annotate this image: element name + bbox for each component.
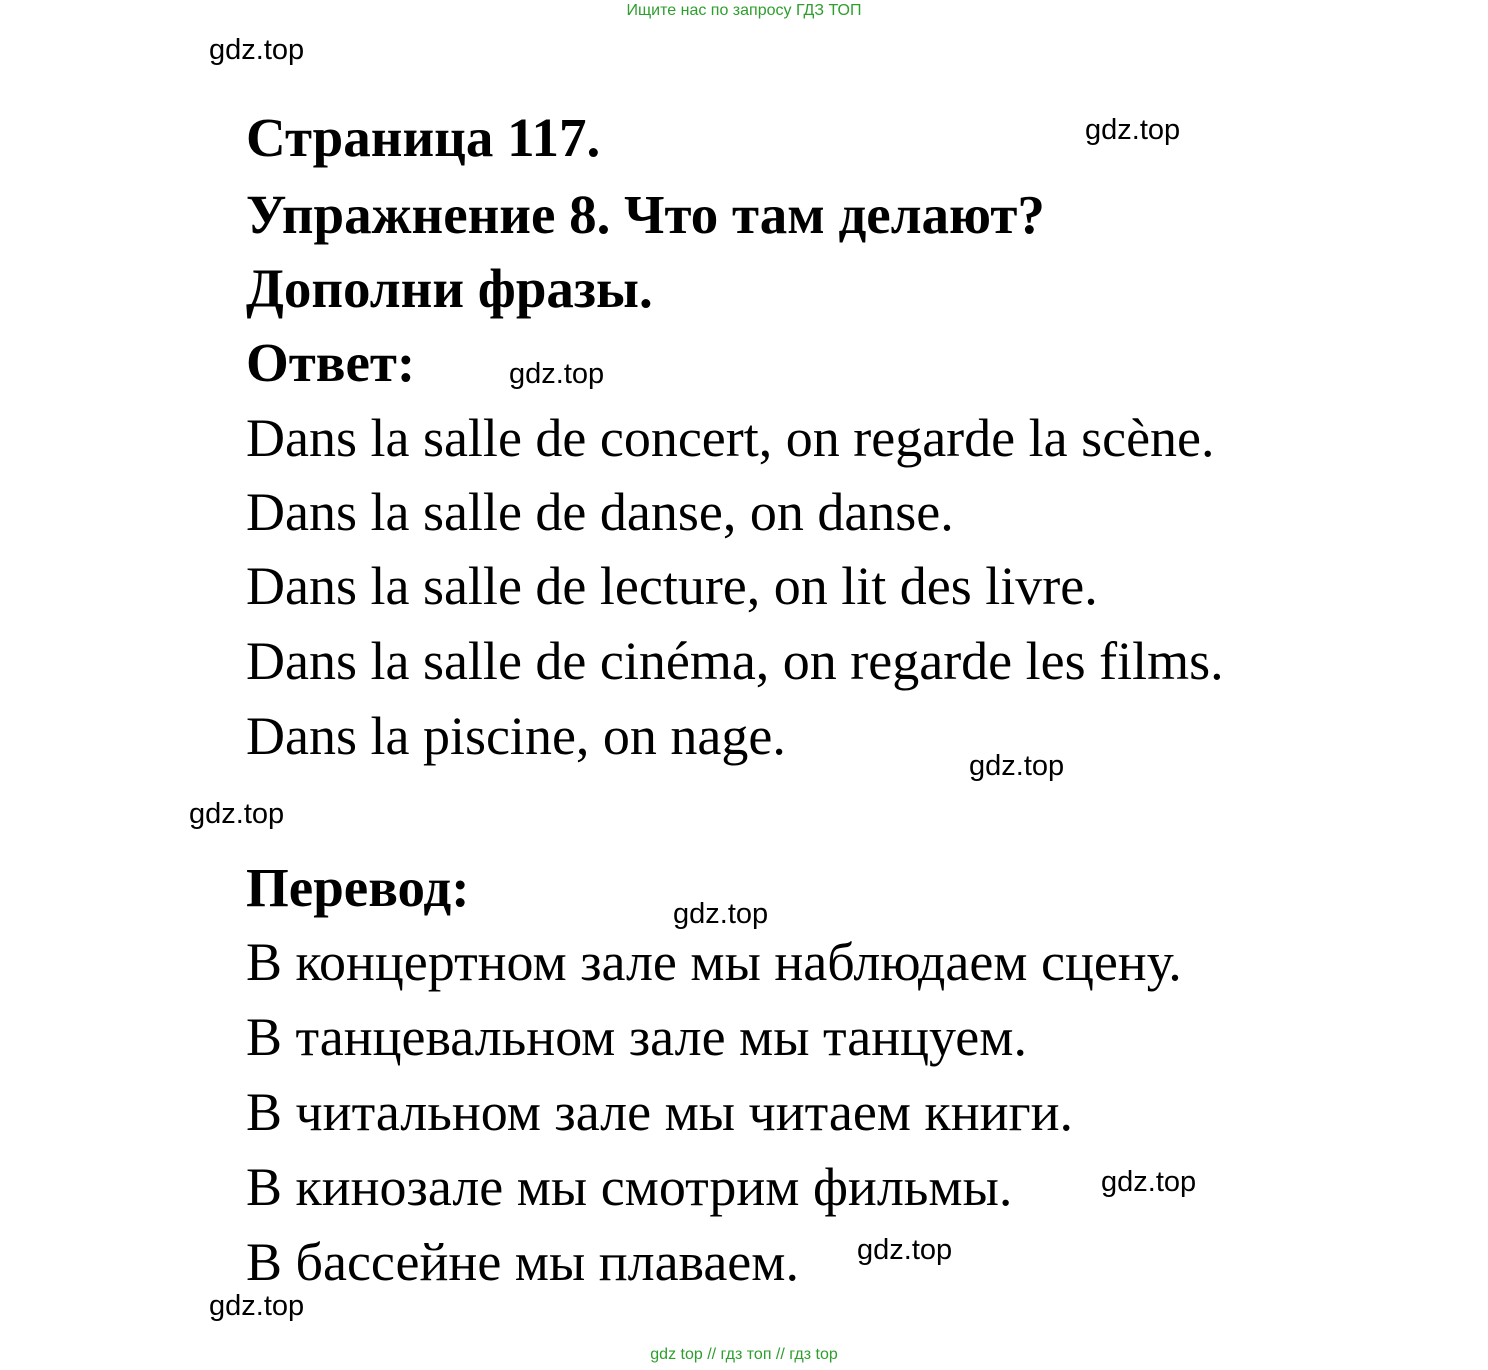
watermark: gdz.top [209, 1290, 305, 1322]
watermark: gdz.top [209, 34, 305, 66]
watermark: gdz.top [857, 1234, 953, 1266]
answer-line: Dans la piscine, on nage. [246, 706, 786, 766]
translation-line: В концертном зале мы наблюдаем сцену. [246, 932, 1182, 992]
translation-label: Перевод: [246, 857, 470, 918]
answer-line: Dans la salle de lecture, on lit des livre. [246, 556, 1098, 616]
watermark: gdz.top [1101, 1166, 1197, 1198]
watermark: gdz.top [673, 898, 769, 930]
instruction-heading: Дополни фразы. [246, 258, 653, 319]
top-banner-link[interactable]: Ищите нас по запросу ГДЗ ТОП [626, 2, 862, 19]
watermark: gdz.top [1085, 114, 1181, 146]
answer-label: Ответ: [246, 332, 416, 393]
watermark: gdz.top [969, 750, 1065, 782]
footer-links[interactable]: gdz top // гдз топ // гдз top [650, 1346, 838, 1363]
answer-line: Dans la salle de concert, on regarde la scène. [246, 408, 1215, 468]
watermark: gdz.top [509, 358, 605, 390]
exercise-heading: Упражнение 8. Что там делают? [246, 184, 1045, 245]
answer-line: Dans la salle de danse, on danse. [246, 482, 954, 542]
translation-line: В кинозале мы смотрим фильмы. [246, 1157, 1013, 1217]
watermark: gdz.top [189, 798, 285, 830]
translation-line: В читальном зале мы читаем книги. [246, 1082, 1074, 1142]
page-title: Страница 117. [246, 107, 601, 168]
answer-line: Dans la salle de cinéma, on regarde les films. [246, 631, 1224, 691]
translation-line: В танцевальном зале мы танцуем. [246, 1007, 1027, 1067]
translation-line: В бассейне мы плаваем. [246, 1232, 799, 1292]
